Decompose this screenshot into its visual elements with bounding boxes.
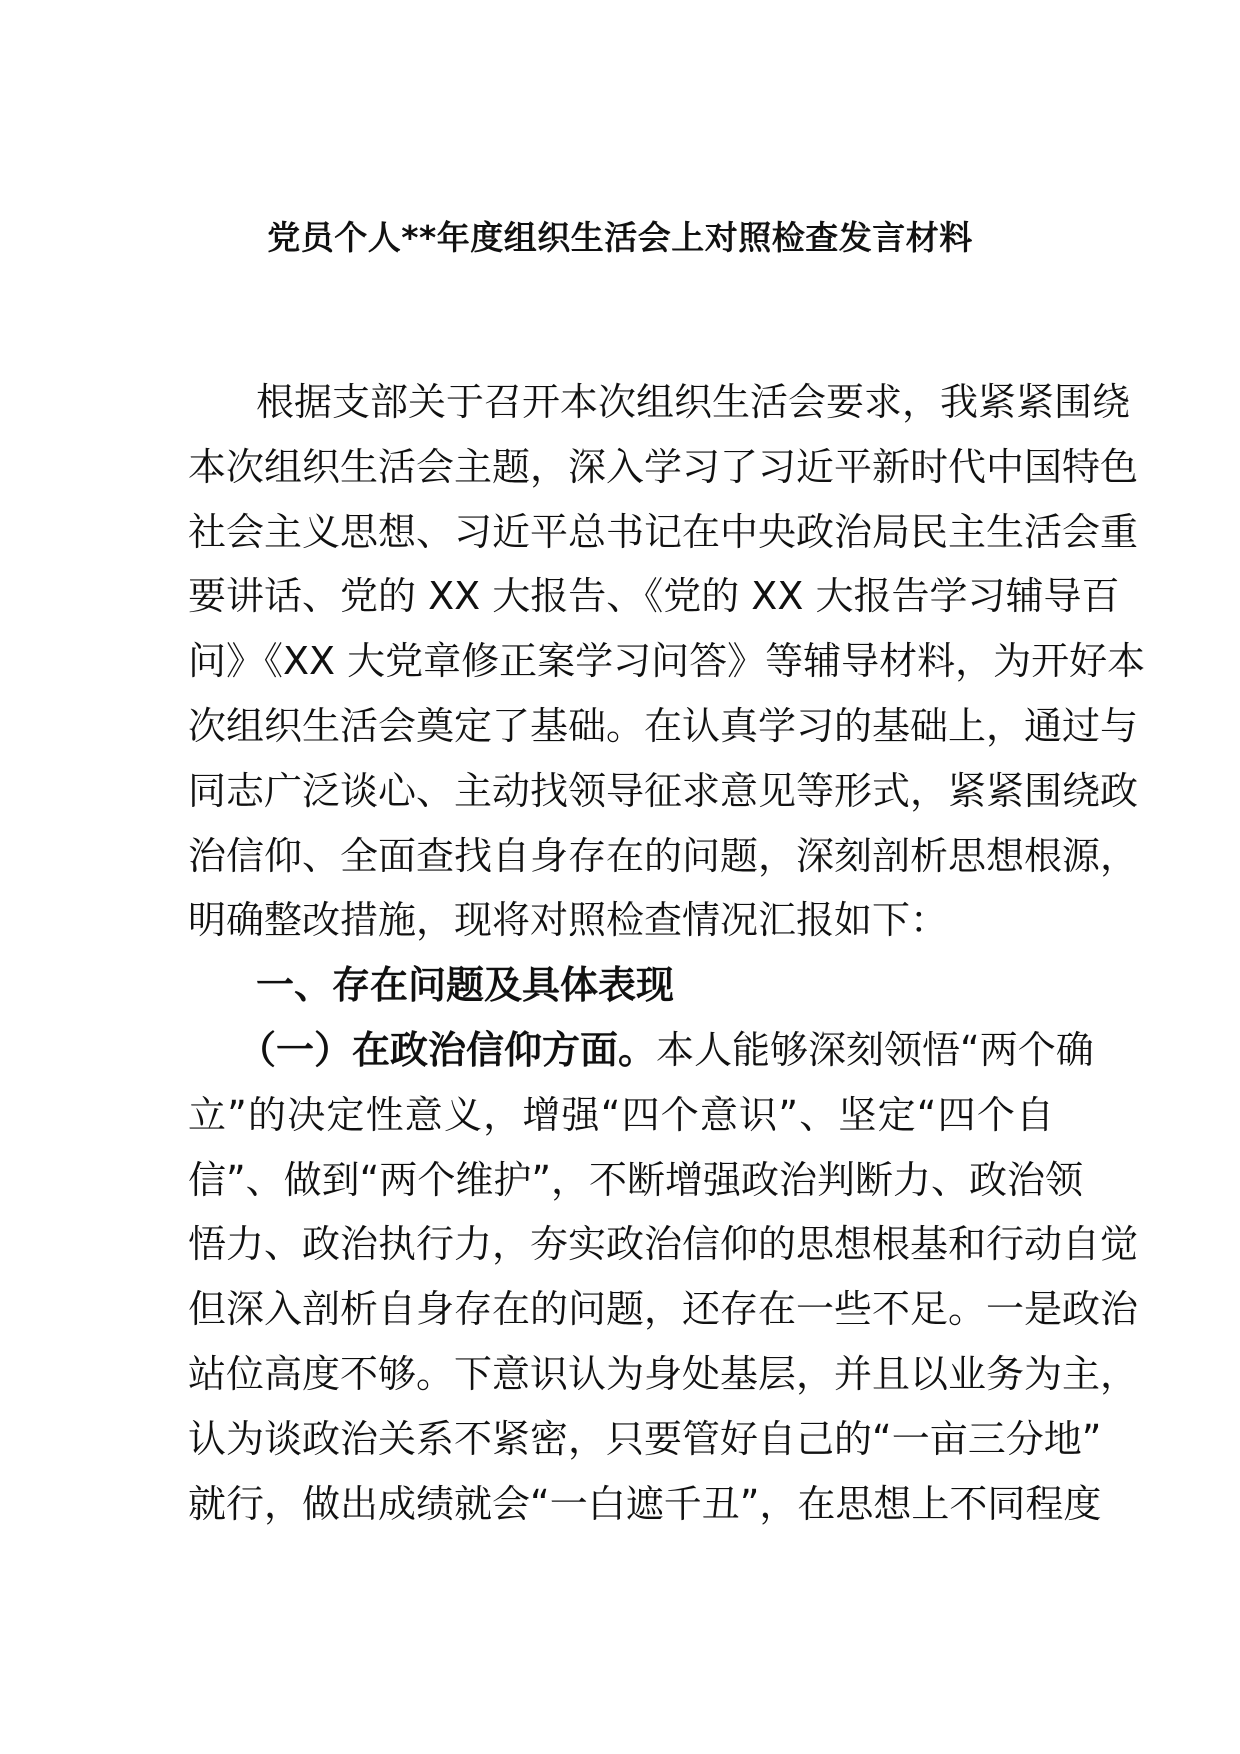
- paragraph-line: 立”的决定性意义，增强“四个意识”、坚定“四个自: [188, 1092, 1054, 1137]
- paragraph-line: 治信仰、全面查找自身存在的问题，深刻剖析思想根源，: [188, 833, 1139, 878]
- paragraph-line: 认为谈政治关系不紧密，只要管好自己的“一亩三分地”: [188, 1416, 1102, 1461]
- paragraph-line: 次组织生活会奠定了基础。在认真学习的基础上，通过与: [188, 703, 1139, 748]
- paragraph-line: 就行，做出成绩就会“一白遮千丑”，在思想上不同程度: [188, 1481, 1102, 1526]
- paragraph-line: 同志广泛谈心、主动找领导征求意见等形式，紧紧围绕政: [188, 768, 1139, 813]
- subsection-first-line: [188, 1018, 1094, 1083]
- document-title: 党员个人**年度组织生活会上对照检查发言材料: [267, 218, 973, 257]
- paragraph-text: 本人能够深刻领悟“两个确: [656, 1027, 1094, 1072]
- document-body: [188, 370, 1146, 1536]
- paragraph-line: 悟力、政治执行力，夯实政治信仰的思想根基和行动自觉: [188, 1222, 1139, 1267]
- paragraph-line: 明确整改措施，现将对照检查情况汇报如下：: [188, 898, 949, 943]
- paragraph-line: 本次组织生活会主题，深入学习了习近平新时代中国特色: [188, 444, 1139, 489]
- section-heading: 一、存在问题及具体表现: [256, 963, 675, 1008]
- paragraph-line: 信”、做到“两个维护”，不断增强政治判断力、政治领: [188, 1157, 1084, 1202]
- paragraph-line: 站位高度不够。下意识认为身处基层，并且以业务为主，: [188, 1351, 1139, 1396]
- paragraph-line: 社会主义思想、习近平总书记在中央政治局民主生活会重: [188, 509, 1139, 554]
- paragraph-line: 但深入剖析自身存在的问题，还存在一些不足。一是政治: [188, 1287, 1139, 1332]
- subsection-heading: （一）在政治信仰方面。: [238, 1027, 657, 1072]
- paragraph-line: 问》《XX 大党章修正案学习问答》等辅导材料，为开好本: [188, 639, 1146, 684]
- paragraph-line: 根据支部关于召开本次组织生活会要求，我紧紧围绕: [256, 380, 1131, 424]
- paragraph-line: 要讲话、党的 XX 大报告、《党的 XX 大报告学习辅导百: [188, 574, 1120, 619]
